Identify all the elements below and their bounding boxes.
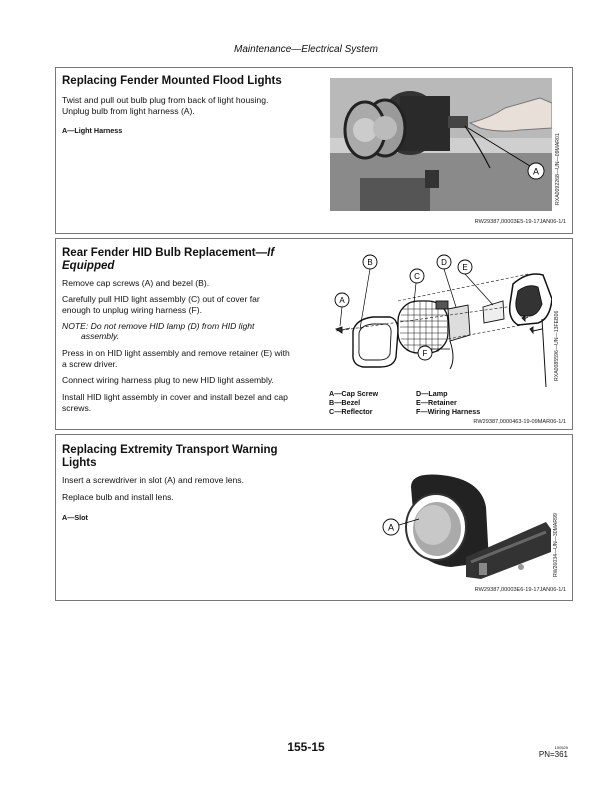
caption-list-right: D—Lamp E—Retainer F—Wiring Harness bbox=[416, 389, 481, 416]
instruction-text: Insert a screwdriver in slot (A) and remove lens. bbox=[62, 475, 244, 485]
caption: A—Light Harness bbox=[62, 126, 123, 135]
reference-code: RW29387,00003E6-19-17JAN06-1/1 bbox=[474, 587, 566, 593]
callout-label: D bbox=[441, 258, 447, 267]
reference-code: RW29387,00003E5-19-17JAN06-1/1 bbox=[474, 219, 566, 225]
warning-light-photo bbox=[371, 467, 551, 579]
instruction-text: Twist and pull out bulb plug from back of light housing. bbox=[62, 95, 269, 105]
part-number: 100525 PN=361 bbox=[538, 745, 568, 759]
reference-code: RW29387,0000463-19-09MAR06-1/1 bbox=[473, 419, 566, 425]
callout-label: C bbox=[414, 272, 420, 281]
running-header: Maintenance—Electrical System bbox=[234, 44, 378, 55]
callout-label: A bbox=[532, 166, 540, 177]
image-code: RW26034—UN—30MAR99 bbox=[553, 513, 559, 577]
image-code: RXA0092268—UN—09MAR01 bbox=[555, 133, 561, 205]
note-text: NOTE: Do not remove HID lamp (D) from HID light bbox=[62, 321, 255, 331]
image-code: RXA0085596—UN—13FEB06 bbox=[554, 310, 560, 381]
section-title: Replacing Extremity Transport Warning Lights bbox=[62, 444, 278, 469]
instruction-text: enough to unplug wiring harness (F). bbox=[62, 305, 202, 315]
section-hid-bulb bbox=[55, 238, 573, 430]
hid-exploded-diagram bbox=[328, 249, 552, 387]
callout-label: F bbox=[422, 349, 428, 358]
instruction-text: a screw driver. bbox=[62, 359, 118, 369]
callout-label: E bbox=[462, 263, 468, 272]
caption: A—Slot bbox=[62, 513, 88, 522]
section-title: Replacing Fender Mounted Flood Lights bbox=[62, 75, 282, 87]
instruction-text: Carefully pull HID light assembly (C) out of cover far bbox=[62, 294, 260, 304]
instruction-text: Press in on HID light assembly and remove retainer (E) with bbox=[62, 348, 290, 358]
section-flood-lights bbox=[55, 67, 573, 234]
instruction-text: screws. bbox=[62, 403, 92, 413]
callout-label: B bbox=[367, 258, 373, 267]
section-title: Rear Fender HID Bulb Replacement—If Equipped bbox=[62, 247, 275, 272]
caption-list-left: A—Cap Screw B—Bezel C—Reflector bbox=[329, 389, 379, 416]
section-warning-lights bbox=[55, 434, 573, 601]
note-text: assembly. bbox=[81, 331, 120, 341]
instruction-text: Unplug bulb from light harness (A). bbox=[62, 106, 195, 116]
callout-label: A bbox=[339, 296, 345, 305]
instruction-text: Replace bulb and install lens. bbox=[62, 492, 174, 502]
instruction-text: Connect wiring harness plug to new HID light assembly. bbox=[62, 375, 274, 385]
instruction-text: Remove cap screws (A) and bezel (B). bbox=[62, 278, 210, 288]
instruction-text: Install HID light assembly in cover and install bezel and cap bbox=[62, 392, 288, 402]
callout-label: A bbox=[387, 522, 395, 533]
page-number: 155-15 bbox=[287, 740, 325, 754]
flood-light-photo bbox=[330, 78, 552, 211]
